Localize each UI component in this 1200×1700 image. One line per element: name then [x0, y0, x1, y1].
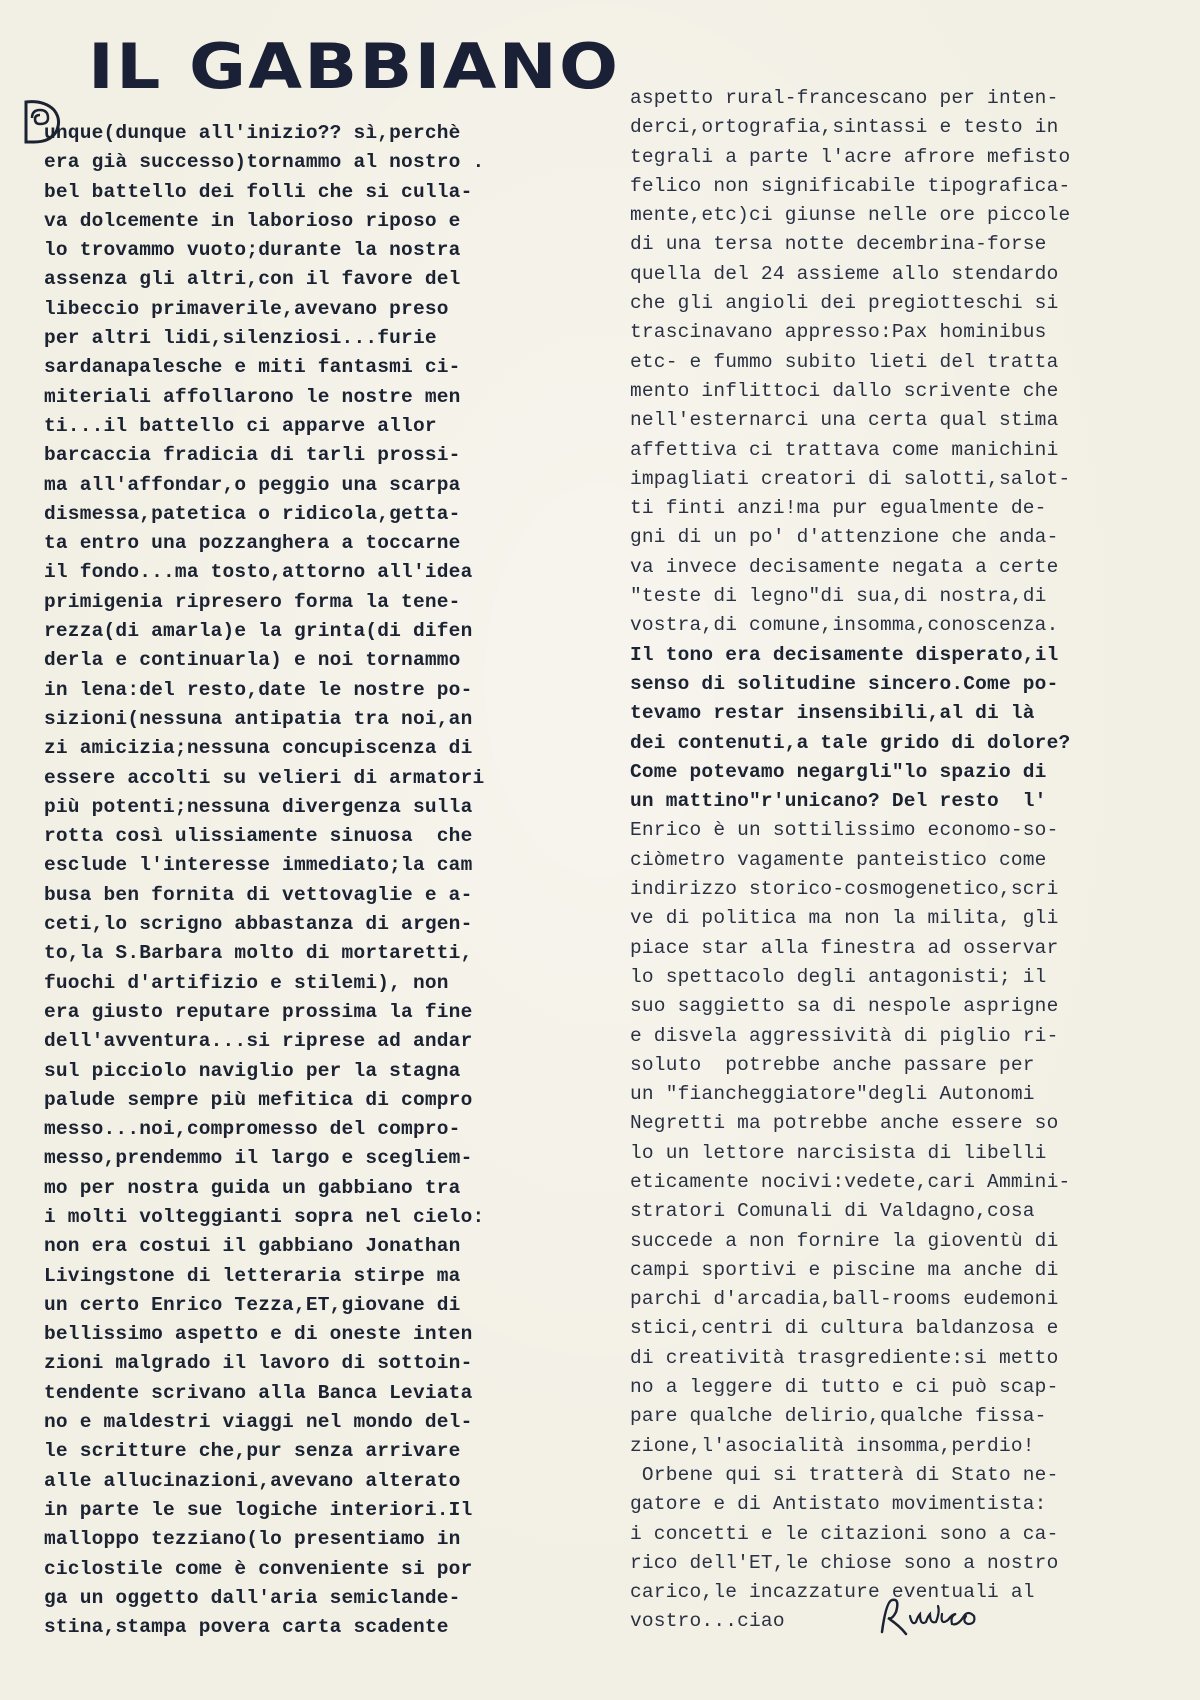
text-line: indirizzo storico-cosmogenetico,scri	[630, 878, 1059, 901]
text-line: essere accolti su velieri di armatori	[44, 766, 485, 789]
text-line: trascinavano appresso:Pax hominibus	[630, 321, 1047, 344]
text-line: pare qualche delirio,qualche fissa-	[630, 1405, 1047, 1428]
text-line: dismessa,patetica o ridicola,getta-	[44, 502, 461, 525]
text-line: suo saggietto sa di nespole asprigne	[630, 995, 1059, 1018]
text-line: parchi d'arcadia,ball-rooms eudemoni	[630, 1288, 1059, 1311]
text-line: le scritture che,pur senza arrivare	[44, 1440, 461, 1463]
text-line: mente,etc)ci giunse nelle ore piccole	[630, 204, 1071, 227]
text-line: no a leggere di tutto e ci può scap-	[630, 1376, 1059, 1399]
text-line: mo per nostra guida un gabbiano tra	[44, 1176, 461, 1199]
text-line: to,la S.Barbara molto di mortaretti,	[44, 942, 473, 965]
text-line: il fondo...ma tosto,attorno all'idea	[44, 561, 473, 584]
text-line: nell'esternarci una certa qual stima	[630, 409, 1059, 432]
text-line: in lena:del resto,date le nostre po-	[44, 678, 473, 701]
text-line: ve di politica ma non la milita, gli	[630, 907, 1059, 930]
text-line: un "fiancheggiatore"degli Autonomi	[630, 1083, 1035, 1106]
text-line: stratori Comunali di Valdagno,cosa	[630, 1200, 1035, 1223]
text-line: zione,l'asocialità insomma,perdio!	[630, 1434, 1035, 1457]
text-line: derci,ortografia,sintassi e testo in	[630, 116, 1059, 139]
text-line: succede a non fornire la gioventù di	[630, 1229, 1059, 1252]
text-line: Il tono era decisamente disperato,il	[630, 643, 1059, 666]
text-line: era già successo)tornammo al nostro .	[44, 151, 485, 174]
text-line: rezza(di amarla)e la grinta(di difen	[44, 620, 473, 643]
text-line: alle allucinazioni,avevano alterato	[44, 1469, 461, 1492]
text-line: Come potevamo negargli"lo spazio di	[630, 760, 1047, 783]
text-line: quella del 24 assieme allo stendardo	[630, 262, 1059, 285]
text-line: barcaccia fradicia di tarli prossi-	[44, 444, 461, 467]
text-line: zi amicizia;nessuna concupiscenza di	[44, 737, 473, 760]
text-line: senso di solitudine sincero.Come po-	[630, 672, 1059, 695]
text-line: va invece decisamente negata a certe	[630, 555, 1059, 578]
text-line: bel battello dei folli che si culla-	[44, 180, 473, 203]
text-line: miteriali affollarono le nostre men	[44, 385, 461, 408]
text-line: per altri lidi,silenziosi...furie	[44, 327, 437, 350]
text-line: e disvela aggressività di piglio ri-	[630, 1024, 1059, 1047]
text-line: campi sportivi e piscine ma anche di	[630, 1258, 1059, 1281]
text-line: lo un lettore narcisista di libelli	[630, 1141, 1047, 1164]
text-line: impagliati creatori di salotti,salot-	[630, 467, 1071, 490]
handwritten-signature	[876, 1592, 1006, 1640]
text-line: busa ben fornita di vettovaglie e a-	[44, 883, 473, 906]
text-line: tegrali a parte l'acre afrore mefisto	[630, 145, 1071, 168]
page-title: IL GABBIANO	[88, 30, 621, 103]
text-line: di creatività trasgrediente:si metto	[630, 1346, 1059, 1369]
text-line: Enrico è un sottilissimo economo-so-	[630, 819, 1059, 842]
text-line: ti finti anzi!ma pur egualmente de-	[630, 497, 1047, 520]
text-line: piace star alla finestra ad osservar	[630, 936, 1059, 959]
text-line: ta entro una pozzanghera a toccarne	[44, 532, 461, 555]
text-line: palude sempre più mefitica di compro	[44, 1088, 473, 1111]
left-column	[44, 119, 484, 1642]
text-line: più potenti;nessuna divergenza sulla	[44, 795, 473, 818]
text-line: esclude l'interesse immediato;la cam	[44, 854, 473, 877]
text-line: dell'avventura...si riprese ad andar	[44, 1030, 473, 1053]
text-line: libeccio primaverile,avevano preso	[44, 297, 449, 320]
text-line: fuochi d'artifizio e stilemi), non	[44, 971, 449, 994]
text-line: in parte le sue logiche interiori.Il	[44, 1498, 473, 1521]
text-line: ciòmetro vagamente panteistico come	[630, 848, 1047, 871]
text-line: non era costui il gabbiano Jonathan	[44, 1235, 461, 1258]
text-line: gni di un po' d'attenzione che anda-	[630, 526, 1059, 549]
text-line: Negretti ma potrebbe anche essere so	[630, 1112, 1059, 1135]
text-line: aspetto rural-francescano per inten-	[630, 87, 1059, 109]
text-line: no e maldestri viaggi nel mondo del-	[44, 1411, 473, 1434]
text-line: tevamo restar insensibili,al di là	[630, 702, 1035, 725]
text-line: bellissimo aspetto e di oneste inten	[44, 1323, 473, 1346]
text-line: dei contenuti,a tale grido di dolore?	[630, 731, 1071, 754]
text-line: gatore e di Antistato movimentista:	[630, 1493, 1047, 1516]
text-line: va dolcemente in laborioso riposo e	[44, 209, 461, 232]
text-line: un certo Enrico Tezza,ET,giovane di	[44, 1293, 461, 1316]
text-line: messo,prendemmo il largo e scegliem-	[44, 1147, 473, 1170]
text-line: vostra,di comune,insomma,conoscenza.	[630, 614, 1059, 637]
text-line: i concetti e le citazioni sono a ca-	[630, 1522, 1059, 1545]
text-line: un mattino"r'unicano? Del resto l'	[630, 790, 1047, 813]
text-line: messo...noi,compromesso del compro-	[44, 1118, 461, 1141]
text-line: tendente scrivano alla Banca Leviata	[44, 1381, 473, 1404]
text-line: etc- e fummo subito lieti del tratta	[630, 350, 1059, 373]
text-line: i molti volteggianti sopra nel cielo:	[44, 1205, 485, 1228]
text-line: soluto potrebbe anche passare per	[630, 1053, 1035, 1076]
text-line: che gli angioli dei pregiotteschi si	[630, 292, 1059, 315]
text-line: mento inflittoci dallo scrivente che	[630, 379, 1059, 402]
text-line: sul picciolo naviglio per la stagna	[44, 1059, 461, 1082]
text-line: derla e continuarla) e noi tornammo	[44, 649, 461, 672]
text-line: zioni malgrado il lavoro di sottoin-	[44, 1352, 473, 1375]
text-line: ma all'affondar,o peggio una scarpa	[44, 473, 461, 496]
text-line: affettiva ci trattava come manichini	[630, 438, 1059, 461]
text-line: vostro...ciao	[630, 1610, 785, 1633]
text-line: primigenia ripresero forma la tene-	[44, 590, 461, 613]
text-line: lo spettacolo degli antagonisti; il	[630, 965, 1047, 988]
text-line: stici,centri di cultura baldanzosa e	[630, 1317, 1059, 1340]
text-line: sizioni(nessuna antipatia tra noi,an	[44, 707, 473, 730]
text-line: Orbene qui si tratterà di Stato ne-	[630, 1463, 1059, 1486]
text-line: carico,le incazzature eventuali al	[630, 1581, 1035, 1604]
text-line: Livingstone di letteraria stirpe ma	[44, 1264, 461, 1287]
text-line: unque(dunque all'inizio?? sì,perchè	[44, 122, 461, 144]
text-line: ga un oggetto dall'aria semiclande-	[44, 1586, 461, 1609]
text-line: ti...il battello ci apparve allor	[44, 414, 437, 437]
text-line: eticamente nocivi:vedete,cari Ammini-	[630, 1170, 1071, 1193]
right-column	[630, 84, 1070, 1637]
text-line: rotta così ulissiamente sinuosa che	[44, 825, 473, 848]
text-line: sardanapalesche e miti fantasmi ci-	[44, 356, 461, 379]
text-line: stina,stampa povera carta scadente	[44, 1616, 449, 1639]
text-line: "teste di legno"di sua,di nostra,di	[630, 585, 1047, 608]
text-line: lo trovammo vuoto;durante la nostra	[44, 239, 461, 262]
text-line: di una tersa notte decembrina-forse	[630, 233, 1047, 256]
text-line: rico dell'ET,le chiose sono a nostro	[630, 1551, 1059, 1574]
text-line: malloppo tezziano(lo presentiamo in	[44, 1528, 461, 1551]
text-line: era giusto reputare prossima la fine	[44, 1000, 473, 1023]
text-line: assenza gli altri,con il favore del	[44, 268, 461, 291]
text-line: ceti,lo scrigno abbastanza di argen-	[44, 913, 473, 936]
text-line: ciclostile come è conveniente si por	[44, 1557, 473, 1580]
text-line: felico non significabile tipografica-	[630, 174, 1071, 197]
